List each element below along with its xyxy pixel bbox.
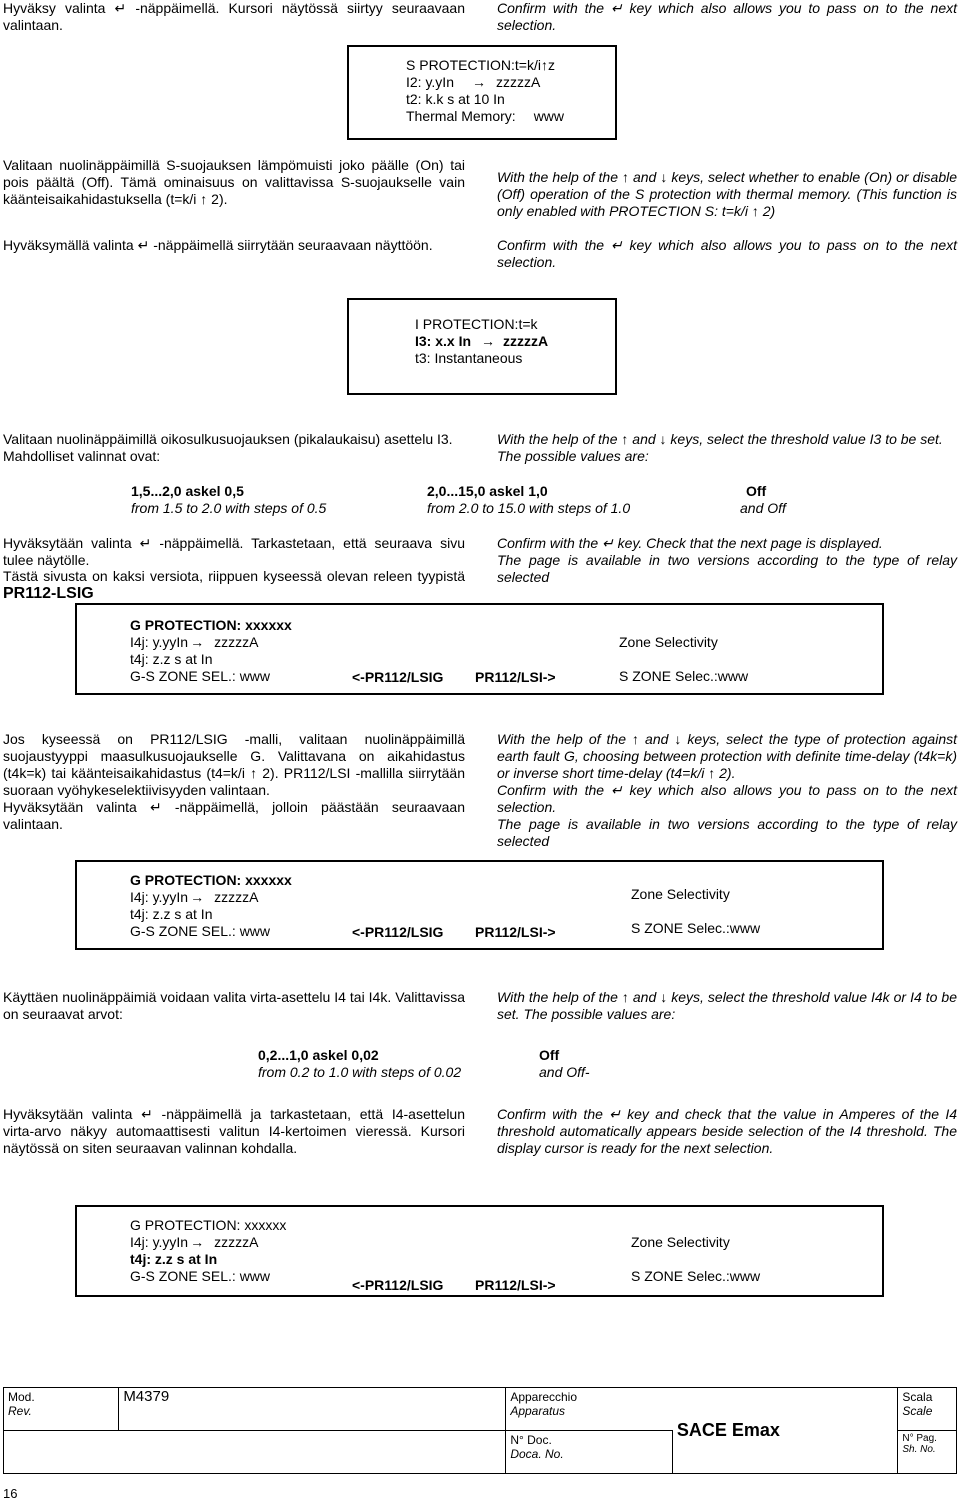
display-line: t2: k.k s at 10 In	[406, 91, 505, 107]
earth-fault-en: With the help of the ↑ and ↓ keys, select the type of protection against earth fault G, choosing between protection with definite time-delay (t4k=k) or inverse short time-delay (t4=k/i ↑ 2).	[497, 731, 957, 781]
zone-selectivity-title: Zone Selectivity	[619, 634, 718, 650]
display-g-protection-2	[75, 860, 884, 950]
value-range: 0,2...1,0 askel 0,02	[258, 1047, 379, 1063]
value-off: Off	[746, 483, 767, 499]
display-line: S PROTECTION:t=k/i↑z	[406, 57, 555, 73]
value-off-en: and Off	[740, 500, 786, 516]
confirm-fi: Hyväksymällä valinta ↵ -näppäimellä siirrytään seuraavaan näyttöön.	[3, 237, 433, 253]
zone-selectivity-title: Zone Selectivity	[631, 1234, 730, 1250]
display-line: G-S ZONE SEL.: www	[130, 668, 271, 684]
display-line: Thermal Memory: www	[406, 108, 565, 124]
display-line: G-S ZONE SEL.: www	[130, 1268, 271, 1284]
confirm-fi-2: Hyväksytään valinta ↵ -näppäimellä, jolloin päästään seuraavaan valintaan.	[3, 799, 465, 832]
intro-fi: Hyväksy valinta ↵ -näppäimellä. Kursori näytössä siirtyy seuraavaan valintaan.	[3, 0, 465, 33]
i4-confirm-fi: Hyväksytään valinta ↵ -näppäimellä ja tarkastetaan, että I4-asettelun virta-arvo näkyy automaattisesti valitun I4-kertoimen vieressä. Kursori näytössä on siten seuraavan valinnan kohdalla.	[3, 1106, 465, 1156]
apparatus-cell: Apparecchio Apparatus	[506, 1388, 673, 1431]
display-line: I PROTECTION:t=k	[415, 316, 538, 332]
next-page-en: Confirm with the ↵ key. Check that the next page is displayed.	[497, 535, 883, 551]
nav-right-label: PR112/LSI->	[475, 1277, 556, 1293]
sheet-cell: N° Pag. Sh. No.	[898, 1431, 957, 1474]
display-g-protection-3	[75, 1205, 884, 1297]
scale-cell: Scala Scale	[898, 1388, 957, 1431]
blank-cell	[4, 1431, 119, 1474]
nav-left-label: <-PR112/LSIG	[352, 1277, 444, 1293]
display-line: t4j: z.z s at In	[130, 651, 213, 667]
display-line: t4j: z.z s at In	[130, 1251, 218, 1267]
display-s-protection	[347, 45, 617, 140]
display-line: t4j: z.z s at In	[130, 906, 213, 922]
doc-cell: N° Doc. Doca. No.	[506, 1431, 673, 1474]
next-page-fi: Hyväksytään valinta ↵ -näppäimellä. Tarkastetaan, että seuraava sivu tulee näytölle.	[3, 535, 465, 568]
nav-right-label: PR112/LSI->	[475, 924, 556, 940]
versions-en: The page is available in two versions according to the type of relay selected	[497, 552, 957, 585]
nav-right-label: PR112/LSI->	[475, 669, 556, 685]
display-g-protection-1	[75, 603, 884, 695]
zone-selectivity-value: S ZONE Selec.:www	[631, 1268, 761, 1284]
brand-cell: SACE Emax	[672, 1388, 897, 1474]
i3-fi: Valitaan nuolinäppäimillä oikosulkusuojauksen (pikalaukaisu) asettelu I3. Mahdolliset valinnat ovat:	[3, 431, 453, 464]
display-line: G PROTECTION: xxxxxx	[130, 872, 292, 888]
display-line: G PROTECTION: xxxxxx	[130, 1217, 287, 1233]
thermal-memory-fi: Valitaan nuolinäppäimillä S-suojauksen lämpömuisti joko päälle (On) tai pois päältä (Off). Tämä ominaisuus on valittavissa S-suojaukselle vain käänteisaikahidastuksella (t=k/i ↑ 2).	[3, 157, 465, 207]
value-range-en: from 1.5 to 2.0 with steps of 0.5	[131, 500, 327, 516]
page-number: 16	[3, 1486, 18, 1501]
i4-fi: Käyttäen nuolinäppäimiä voidaan valita virta-asettelu I4 tai I4k. Valittavissa on seuraavat arvot:	[3, 989, 465, 1022]
nav-left-label: <-PR112/LSIG	[352, 669, 444, 685]
i4-confirm-en: Confirm with the ↵ key and check that the value in Amperes of the I4 threshold automatically appears beside selection of the I4 threshold. The display cursor is ready for the next selection.	[497, 1106, 957, 1156]
blank-cell-2	[119, 1431, 506, 1474]
mod-cell: Mod. Rev.	[4, 1388, 119, 1431]
versions-fi: Tästä sivusta on kaksi versiota, riippuen kyseessä olevan releen tyypistä PR112-LSIG	[3, 568, 465, 602]
footer-table	[3, 1387, 957, 1474]
i3-en: With the help of the ↑ and ↓ keys, select the threshold value I3 to be set. The possible values are:	[497, 431, 943, 464]
zone-selectivity-value: S ZONE Selec.:www	[631, 920, 761, 936]
display-line: I4j: y.yyIn → zzzzzA	[130, 889, 259, 905]
confirm-en-2: Confirm with the ↵ key which also allows you to pass on to the next selection.	[497, 782, 957, 815]
display-line: G PROTECTION: xxxxxx	[130, 617, 292, 633]
value-off: Off	[539, 1047, 560, 1063]
display-line: I4j: y.yyIn → zzzzzA	[130, 634, 259, 650]
value-range-en: from 2.0 to 15.0 with steps of 1.0	[427, 500, 631, 516]
intro-en: Confirm with the ↵ key which also allows you to pass on to the next selection.	[497, 0, 957, 33]
value-off-en: and Off-	[539, 1064, 590, 1080]
value-range: 1,5...2,0 askel 0,5	[131, 483, 244, 499]
display-line: G-S ZONE SEL.: www	[130, 923, 271, 939]
thermal-memory-en: With the help of the ↑ and ↓ keys, select whether to enable (On) or disable (Off) operation of the S protection with thermal memory. (This function is only enabled with PROTECTION S: t=k/i ↑ 2)	[497, 169, 957, 219]
code-cell: M4379	[119, 1388, 506, 1431]
value-range-en: from 0.2 to 1.0 with steps of 0.02	[258, 1064, 462, 1080]
display-line: I2: y.yIn → zzzzzA	[406, 74, 541, 90]
value-range: 2,0...15,0 askel 1,0	[427, 483, 548, 499]
confirm-en: Confirm with the ↵ key which also allows you to pass on to the next selection.	[497, 237, 957, 270]
display-line: I4j: y.yyIn → zzzzzA	[130, 1234, 259, 1250]
versions-en-2: The page is available in two versions according to the type of relay selected	[497, 816, 957, 849]
display-line: I3: x.x In → zzzzzA	[415, 333, 549, 349]
i4-en: With the help of the ↑ and ↓ keys, select the threshold value I4k or I4 to be set. The possible values are:	[497, 989, 957, 1022]
earth-fault-fi: Jos kyseessä on PR112/LSIG -malli, valitaan nuolinäppäimillä suojaustyyppi maasulkusuojaukselle G. Valittavana on aikahidastus (t4k=k) tai käänteisaikahidastus (t4=k/i ↑ 2). PR112/LSI -mallilla siirrytään suoraan vyöhykeselektiivisyyden valintaan.	[3, 731, 465, 798]
zone-selectivity-title: Zone Selectivity	[631, 886, 730, 902]
zone-selectivity-value: S ZONE Selec.:www	[619, 668, 749, 684]
display-i-protection	[347, 298, 617, 395]
display-line: t3: Instantaneous	[415, 350, 523, 366]
nav-left-label: <-PR112/LSIG	[352, 924, 444, 940]
